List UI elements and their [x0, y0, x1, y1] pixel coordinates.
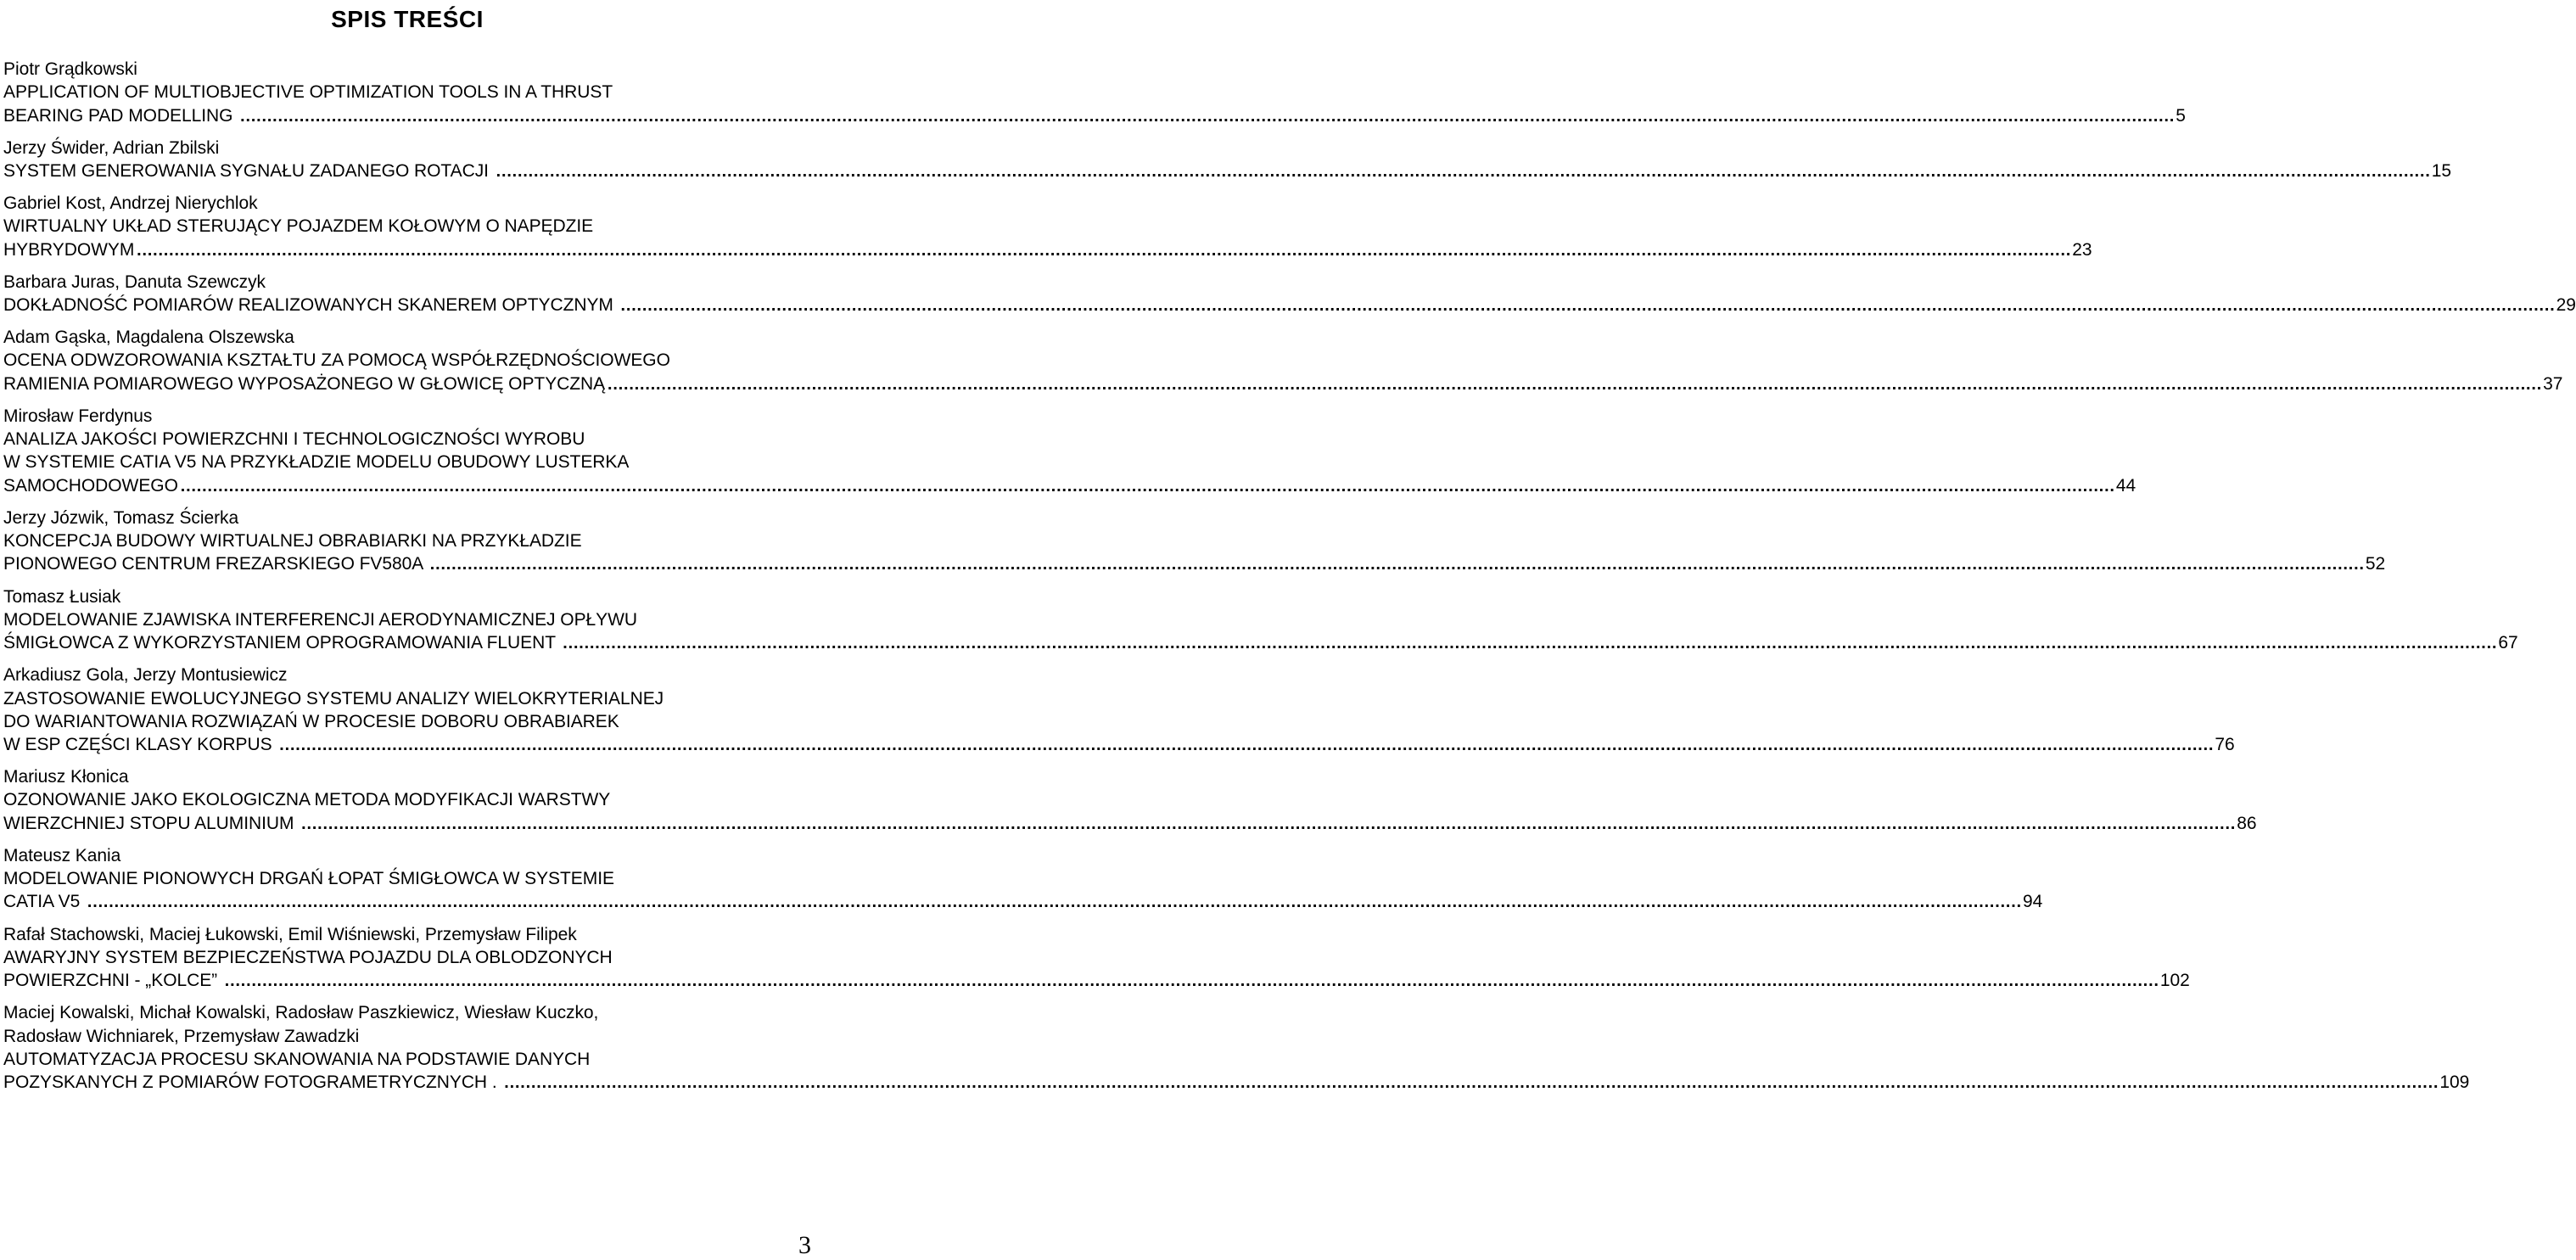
- entry-authors: Adam Gąska, Magdalena Olszewska: [3, 328, 294, 348]
- entry-title-line: ANALIZA JAKOŚCI POWIERZCHNI I TECHNOLOGICZNOŚCI WYROBU: [3, 429, 585, 450]
- dot-leader: ………………………………………………………………………………………………………………………………………………………………………………………………………………………………………………………………………………………………………………………………: [503, 1073, 2439, 1093]
- entry-page-number[interactable]: 23: [2072, 239, 2092, 260]
- dot-leader: ………………………………………………………………………………………………………………………………………………………………………………………………………………………………………………………………………………………………………………………………: [495, 161, 2430, 181]
- entry-title-line: OCENA ODWZOROWANIA KSZTAŁTU ZA POMOCĄ WSPÓŁRZĘDNOŚCIOWEGO: [3, 350, 670, 371]
- toc-entry[interactable]: [3, 192, 2092, 262]
- entry-authors: Mateusz Kania: [3, 845, 121, 865]
- entry-title-line: WIRTUALNY UKŁAD STERUJĄCY POJAZDEM KOŁOWYM O NAPĘDZIE: [3, 216, 594, 237]
- dot-leader: ………………………………………………………………………………………………………………………………………………………………………………………………………………………………………………………………………………………………………………………………: [619, 296, 2555, 316]
- entry-title-end: PIONOWEGO CENTRUM FREZARSKIEGO FV580A: [3, 554, 428, 574]
- toc-entry[interactable]: [3, 58, 2186, 128]
- entry-title-line: AWARYJNY SYSTEM BEZPIECZEŃSTWA POJAZDU DLA OBLODZONYCH: [3, 947, 613, 967]
- entry-title-last-line: [3, 812, 2257, 836]
- toc-entry[interactable]: [3, 844, 2043, 915]
- entry-authors: Mirosław Ferdynus: [3, 406, 153, 426]
- toc-entry[interactable]: [3, 765, 2257, 836]
- entry-authors: Tomasz Łusiak: [3, 586, 121, 607]
- toc-entry[interactable]: [3, 585, 2518, 656]
- entry-authors: Rafał Stachowski, Maciej Łukowski, Emil Wiśniewski, Przemysław Filipek: [3, 924, 577, 944]
- toc-entry[interactable]: [3, 507, 2386, 577]
- entry-title-end: SAMOCHODOWEGO: [3, 475, 178, 496]
- entry-page-number[interactable]: 67: [2498, 633, 2518, 653]
- entry-title-end: POWIERZCHNI - „KOLCE”: [3, 971, 222, 991]
- entry-title-last-line: [3, 104, 2186, 128]
- entry-authors: Barbara Juras, Danuta Szewczyk: [3, 272, 266, 292]
- entry-page-number[interactable]: 76: [2215, 735, 2235, 755]
- entry-title-end: ŚMIGŁOWCA Z WYKORZYSTANIEM OPROGRAMOWANIA FLUENT: [3, 633, 561, 653]
- entry-title-end: HYBRYDOWYM: [3, 239, 135, 260]
- entry-title-line: MODELOWANIE ZJAWISKA INTERFERENCJI AERODYNAMICZNEJ OPŁYWU: [3, 609, 638, 630]
- page-number: 3: [798, 1231, 811, 1259]
- toc-entry[interactable]: [3, 326, 2563, 396]
- entry-page-number[interactable]: 94: [2023, 892, 2043, 912]
- entry-title-line: APPLICATION OF MULTIOBJECTIVE OPTIMIZATION TOOLS IN A THRUST: [3, 82, 613, 103]
- entry-title-last-line: [3, 238, 2092, 262]
- entry-authors: Maciej Kowalski, Michał Kowalski, Radosław Paszkiewicz, Wiesław Kuczko,: [3, 1003, 599, 1023]
- entry-title-last-line: [3, 733, 2235, 757]
- entry-page-number[interactable]: 15: [2431, 160, 2451, 181]
- toc-entry[interactable]: [3, 1001, 2470, 1095]
- entry-authors: Gabriel Kost, Andrzej Nierychlok: [3, 193, 258, 214]
- entry-authors: Radosław Wichniarek, Przemysław Zawadzki: [3, 1026, 360, 1046]
- entry-title-end: SYSTEM GENEROWANIA SYGNAŁU ZADANEGO ROTACJI: [3, 160, 494, 181]
- entry-page-number[interactable]: 29: [2556, 295, 2576, 316]
- entry-title-last-line: [3, 160, 2451, 183]
- dot-leader: ………………………………………………………………………………………………………………………………………………………………………………………………………………………………………………………………………………………………………………………………: [607, 374, 2542, 394]
- entry-title-end: WIERZCHNIEJ STOPU ALUMINIUM: [3, 813, 300, 833]
- toc-entry[interactable]: [3, 271, 2576, 318]
- entry-title-line: KONCEPCJA BUDOWY WIRTUALNEJ OBRABIARKI NA PRZYKŁADZIE: [3, 531, 582, 552]
- entry-title-last-line: [3, 631, 2518, 655]
- entry-title-end: W ESP CZĘŚCI KLASY KORPUS: [3, 735, 277, 755]
- entry-page-number[interactable]: 109: [2439, 1072, 2470, 1093]
- entry-page-number[interactable]: 5: [2176, 105, 2186, 126]
- dot-leader: ………………………………………………………………………………………………………………………………………………………………………………………………………………………………………………………………………………………………………………………………: [179, 476, 2114, 496]
- entry-title-last-line: [3, 969, 2190, 993]
- entry-title-end: RAMIENIA POMIAROWEGO WYPOSAŻONEGO W GŁOWICĘ OPTYCZNĄ: [3, 373, 606, 394]
- dot-leader: ………………………………………………………………………………………………………………………………………………………………………………………………………………………………………………………………………………………………………………………………: [300, 814, 2236, 833]
- dot-leader: ………………………………………………………………………………………………………………………………………………………………………………………………………………………………………………………………………………………………………………………………: [87, 893, 2022, 912]
- entry-title-end: CATIA V5: [3, 892, 86, 912]
- entry-title-end: POZYSKANYCH Z POMIARÓW FOTOGRAMETRYCZNYCH .: [3, 1072, 502, 1093]
- page-title: SPIS TREŚCI: [331, 6, 484, 32]
- dot-leader: ………………………………………………………………………………………………………………………………………………………………………………………………………………………………………………………………………………………………………………………………: [223, 972, 2159, 991]
- entry-page-number[interactable]: 86: [2237, 813, 2257, 833]
- toc-entry[interactable]: [3, 405, 2136, 498]
- entry-authors: Jerzy Józwik, Tomasz Ścierka: [3, 507, 239, 528]
- table-of-contents: [3, 58, 2576, 1103]
- dot-leader: ………………………………………………………………………………………………………………………………………………………………………………………………………………………………………………………………………………………………………………………………: [428, 555, 2364, 574]
- entry-title-last-line: [3, 294, 2576, 317]
- entry-title-end: DOKŁADNOŚĆ POMIARÓW REALIZOWANYCH SKANEREM OPTYCZNYM: [3, 295, 619, 316]
- entry-title-line: OZONOWANIE JAKO EKOLOGICZNA METODA MODYFIKACJI WARSTWY: [3, 790, 611, 810]
- dot-leader: ………………………………………………………………………………………………………………………………………………………………………………………………………………………………………………………………………………………………………………………………: [239, 106, 2175, 126]
- dot-leader: ………………………………………………………………………………………………………………………………………………………………………………………………………………………………………………………………………………………………………………………………: [562, 634, 2497, 653]
- entry-authors: Piotr Grądkowski: [3, 59, 137, 79]
- entry-title-line: DO WARIANTOWANIA ROZWIĄZAŃ W PROCESIE DOBORU OBRABIAREK: [3, 711, 619, 731]
- entry-title-last-line: [3, 372, 2563, 396]
- entry-page-number[interactable]: 102: [2159, 971, 2190, 991]
- dot-leader: ………………………………………………………………………………………………………………………………………………………………………………………………………………………………………………………………………………………………………………………………: [278, 736, 2214, 755]
- entry-authors: Mariusz Kłonica: [3, 767, 129, 787]
- entry-title-line: W SYSTEMIE CATIA V5 NA PRZYKŁADZIE MODELU OBUDOWY LUSTERKA: [3, 452, 630, 473]
- entry-title-end: BEARING PAD MODELLING: [3, 105, 238, 126]
- entry-title-last-line: [3, 474, 2136, 498]
- entry-page-number[interactable]: 52: [2365, 554, 2386, 574]
- entry-authors: Arkadiusz Gola, Jerzy Montusiewicz: [3, 665, 288, 686]
- entry-page-number[interactable]: 37: [2543, 373, 2563, 394]
- toc-entry[interactable]: [3, 137, 2451, 184]
- entry-title-line: ZASTOSOWANIE EWOLUCYJNEGO SYSTEMU ANALIZY WIELOKRYTERIALNEJ: [3, 688, 664, 708]
- entry-page-number[interactable]: 44: [2115, 475, 2136, 496]
- entry-title-last-line: [3, 890, 2043, 914]
- entry-title-line: MODELOWANIE PIONOWYCH DRGAŃ ŁOPAT ŚMIGŁOWCA W SYSTEMIE: [3, 869, 614, 889]
- entry-title-last-line: [3, 552, 2386, 576]
- dot-leader: ………………………………………………………………………………………………………………………………………………………………………………………………………………………………………………………………………………………………………………………………: [136, 240, 2071, 260]
- entry-title-line: AUTOMATYZACJA PROCESU SKANOWANIA NA PODSTAWIE DANYCH: [3, 1049, 591, 1069]
- toc-entry[interactable]: [3, 923, 2190, 994]
- entry-authors: Jerzy Świder, Adrian Zbilski: [3, 137, 220, 158]
- entry-title-last-line: [3, 1071, 2470, 1095]
- toc-entry[interactable]: [3, 664, 2235, 757]
